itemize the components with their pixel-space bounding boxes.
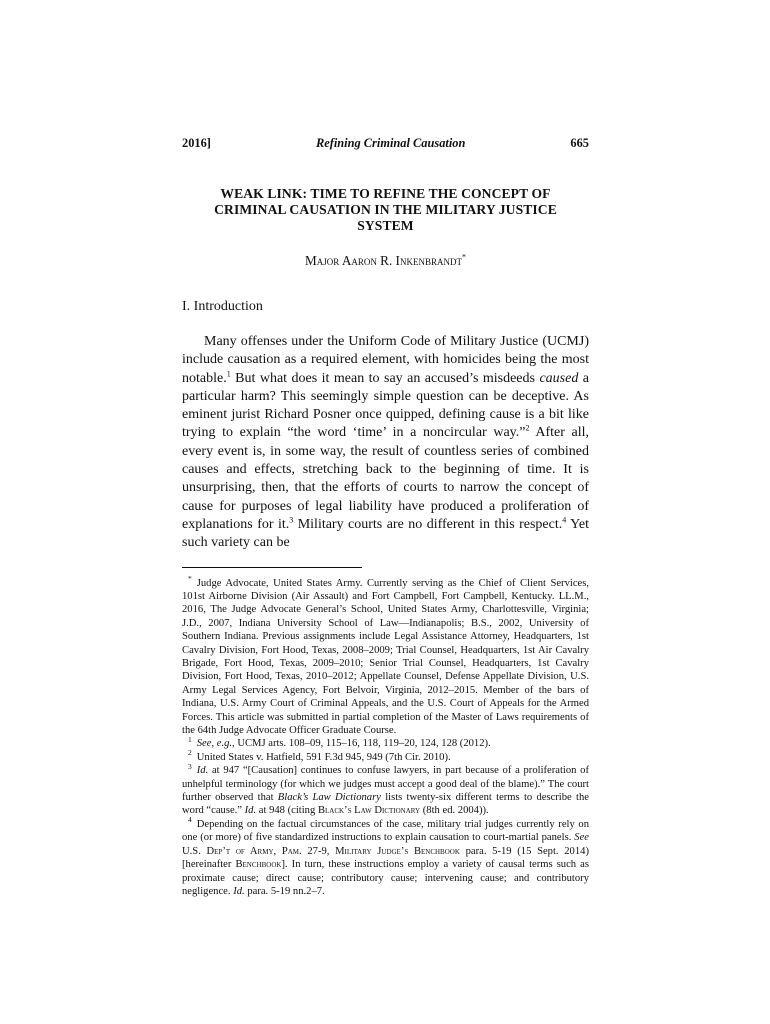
running-head-title: Refining Criminal Causation — [315, 136, 466, 150]
footnote-ref-1: 1 — [226, 368, 231, 378]
footnote-mark: 3 — [188, 761, 192, 771]
footnote-signal: Id. — [244, 805, 257, 817]
footnote-source: Benchbook — [235, 859, 282, 871]
footnote-text: lists twenty-six different terms to describe the word “cause.” — [182, 792, 589, 817]
running-head — [182, 136, 589, 156]
footnote-ref-3: 3 — [289, 515, 294, 525]
footnotes — [182, 574, 589, 899]
footnote-mark: 2 — [188, 748, 192, 758]
footnote-text: para. 5-19 (15 Sept. 2014) [hereinafter — [182, 845, 589, 871]
footnote-book-title: Black’s Law Dictionary — [277, 792, 381, 804]
author-footnote-mark: * — [461, 252, 466, 262]
document-page — [182, 136, 589, 898]
sentence-2b: a particular harm? This seemingly simple question can be deceptive. As eminent jurist Richard Posner once quipped, defining cause is a bit like trying to explain “the word ‘time’ in a noncircular way.” — [182, 370, 589, 441]
page-number: 665 — [570, 136, 589, 150]
footnote-text: at 948 (citing — [256, 805, 318, 817]
footnote-ref-2: 2 — [525, 423, 530, 433]
footnote-1 — [182, 734, 589, 750]
footnote-signal: See, e.g. — [196, 738, 233, 750]
footnote-3 — [182, 761, 589, 818]
footnote-text: Depending on the factual circumstances of the case, military trial judges currently rely on one (or more) of five standardized instructions to explain causation to court-martial panels. — [182, 818, 589, 844]
author-byline — [182, 253, 589, 269]
running-head-year: 2016] — [182, 136, 211, 150]
footnote-source: Military Judge’s Benchbook — [335, 845, 460, 857]
article-title-line-1: WEAK LINK: TIME TO REFINE THE CONCEPT OF — [220, 186, 551, 201]
sentence-2a: But what does it mean to say an accused’s misdeeds — [230, 370, 540, 386]
article-title — [182, 186, 589, 234]
footnote-text: United States v. Hatfield, 591 F.3d 945, 949 (7th Cir. 2010). — [196, 751, 451, 763]
footnote-text: U.S. — [182, 845, 207, 857]
footnote-text: Judge Advocate, United States Army. Currently serving as the Chief of Client Services, 101st Airborne Division (Air Assault) and Fort Campbell, Fort Campbell, Kentucky. LL.M., 2016, The Judge Advocate General’s School, United States Army, Charlottesville, Virginia; J.D., 2007, Indiana University School of Law—Indianapolis; B.S., 2002, University of Southern Indiana. Previous assignments include Legal Assistance Attorney, Headquarters, 1st Cavalry Division, Fort Hood, Texas, 2008–2009; Trial Counsel, Headquarters, 1st Air Cavalry Brigade, Fort Hood, Texas, 2009–2010; Senior Trial Counsel, Headquarters, 1st Cavalry Division, Fort Hood, Texas, 2010–2012; Appellate Counsel, Defense Appellate Division, U.S. Army Legal Services Agency, Fort Belvoir, Virginia, 2012–2015. Member of the bars of Indiana, U.S. Army Court of Criminal Appeals, and the U.S. Court of Appeals for the Armed Forces. This article was submitted in partial completion of the Master of Laws requirements of the 64th Judge Advocate Officer Graduate Course. — [182, 577, 589, 737]
author-name: Major Aaron R. Inkenbrandt — [305, 253, 462, 268]
footnote-divider — [182, 567, 362, 568]
footnote-star — [182, 574, 589, 738]
footnote-mark: * — [188, 574, 192, 584]
footnote-4 — [182, 815, 589, 898]
footnote-text: ]. In turn, these instructions employ a variety of causal terms such as proximate cause; direct cause; contributory cause; intervening cause; and contributory negligence. — [182, 859, 589, 897]
sentence-4: Military courts are no different in this respect. — [293, 516, 563, 532]
article-title-line-2: CRIMINAL CAUSATION IN THE MILITARY JUSTICE — [214, 202, 557, 217]
footnote-mark: 1 — [188, 734, 192, 744]
footnote-text: para. 5-19 nn.2–7. — [244, 885, 325, 897]
footnote-text: (8th ed. 2004)). — [420, 805, 489, 817]
footnote-signal: Id. — [196, 765, 209, 777]
footnote-source: Dep’t of Army, Pam. — [206, 845, 302, 857]
section-heading: I. Introduction — [182, 299, 263, 314]
sentence-5: Yet such variety can be — [182, 516, 589, 551]
sentence-1: Many offenses under the Uniform Code of Military Justice (UCMJ) include causation as a required element, with homicides being the most notable. — [182, 334, 589, 386]
footnote-2 — [182, 748, 589, 764]
footnote-text: at 947 “[Causation] continues to confuse lawyers, in part because of a proliferation of unhelpful terminology (for which we judges must accept a good deal of the blame).” The court further observed that — [182, 765, 589, 804]
emphasis-caused: caused — [539, 370, 579, 386]
footnote-mark: 4 — [188, 815, 192, 825]
article-title-line-3: SYSTEM — [357, 218, 414, 233]
footnote-signal: See — [574, 832, 589, 844]
sentence-3: After all, every event is, in some way, the result of countless series of combined causes and effects, stretching back to the beginning of time. It is unsurprising, then, that the efforts of courts to narrow the concept of cause for purposes of legal liability have produced a proliferation of explanations for it. — [182, 425, 589, 532]
footnote-signal: Id. — [233, 885, 245, 897]
body-paragraph — [182, 333, 589, 553]
footnote-text: , UCMJ arts. 108–09, 115–16, 118, 119–20, 124, 128 (2012). — [232, 738, 491, 750]
footnote-source: Black’s Law Dictionary — [317, 805, 421, 817]
footnote-text: 27-9, — [301, 845, 336, 857]
footnote-ref-4: 4 — [562, 515, 567, 525]
